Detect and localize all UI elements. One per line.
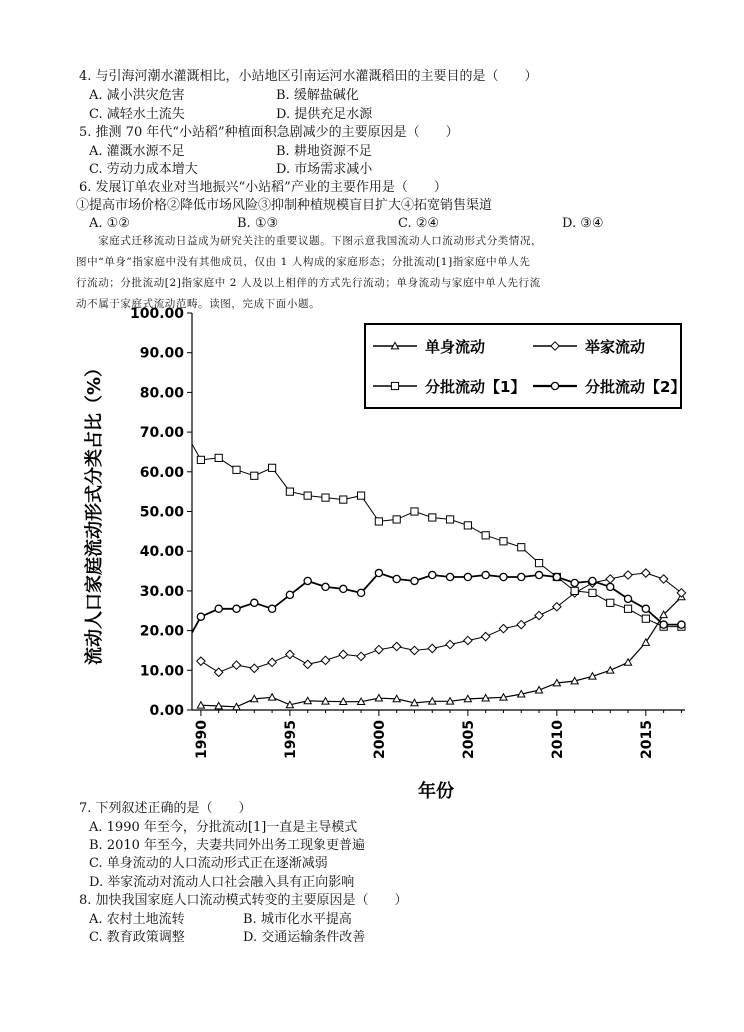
circle-marker [322,583,329,590]
question-5-option-c: C. 劳动力成本增大 [89,162,198,177]
x-tick-label: 1990 [193,720,210,759]
diamond-marker [535,611,543,619]
diamond-marker [428,644,436,652]
question-7-option-d: D. 举家流动对流动人口社会融入具有正向影响 [89,875,355,890]
question-8-stem: 8. 加快我国家庭人口流动模式转变的主要原因是（ ） [79,893,408,908]
question-5-option-b: B. 耕地资源不足 [276,144,372,159]
square-marker [215,454,222,461]
circle-marker [251,599,258,606]
circle-marker [357,589,364,596]
square-marker [429,514,436,521]
migration-line-chart [70,300,720,805]
question-8-option-c: C. 教育政策调整 [89,930,185,945]
square-marker [322,494,329,501]
y-tick-label: 40.00 [139,544,184,561]
diamond-marker [606,575,614,583]
circle-marker [429,571,436,578]
question-4-option-a: A. 减小洪灾危害 [89,88,185,103]
question-7-option-b: B. 2010 年至今，夫妻共同外出务工现象更普遍 [89,838,366,853]
diamond-marker [677,589,685,597]
x-tick-label: 1995 [282,720,299,759]
diamond-marker [624,571,632,579]
square-marker [286,488,293,495]
diamond-marker [392,642,400,650]
square-marker [411,508,418,515]
square-marker [535,560,542,567]
diamond-marker [214,668,222,676]
circle-marker [197,613,204,620]
triangle-marker [607,667,614,673]
chart-series [192,444,686,710]
diamond-marker [446,640,454,648]
passage-line: 家庭式迁移流动日益成为研究关注的重要议题。下图示意我国流动人口流动形式分类情况， [76,235,543,247]
legend-label: 单身流动 [425,338,486,356]
question-4-option-d: D. 提供充足水源 [276,107,373,122]
diamond-marker [499,624,507,632]
circle-marker [340,585,347,592]
square-marker [571,587,578,594]
y-tick-label: 20.00 [139,623,184,640]
y-axis-label: 流动人口家庭流动形式分类占比（%） [84,358,105,666]
diamond-marker [232,661,240,669]
circle-marker [607,583,614,590]
legend-label: 分批流动【2】 [585,378,686,396]
x-tick-label: 2015 [638,720,655,759]
question-6-option-a: A. ①② [89,216,130,231]
question-5-stem: 5. 推测 70 年代“小站稻”种植面积急剧减少的主要原因是（ ） [79,125,459,140]
diamond-marker [250,664,258,672]
square-marker [268,464,275,471]
square-marker [357,492,364,499]
circle-marker [464,573,471,580]
diamond-marker [268,658,276,666]
circle-marker [589,577,596,584]
x-axis-label: 年份 [418,781,454,802]
passage-line: 图中“单身”指家庭中没有其他成员，仅由 1 人构成的家庭形态；分批流动[1]指家庭中单人先 [76,256,531,268]
square-marker [393,516,400,523]
diamond-marker [642,569,650,577]
square-marker [304,492,311,499]
series-line [201,597,682,707]
circle-marker [571,579,578,586]
circle-marker [393,575,400,582]
diamond-marker [375,645,383,653]
x-tick-label: 2000 [371,720,388,759]
y-tick-label: 70.00 [139,425,184,442]
question-4-stem: 4. 与引海河潮水灌溉相比，小站地区引南运河水灌溉稻田的主要目的是（ ） [79,69,538,84]
square-marker [375,518,382,525]
diamond-marker [339,650,347,658]
circle-marker [660,621,667,628]
y-tick-label: 80.00 [139,385,184,402]
diamond-marker [464,636,472,644]
triangle-marker [642,639,649,645]
square-marker [500,538,507,545]
square-marker [624,605,631,612]
circle-marker [624,595,631,602]
y-tick-label: 100.00 [129,306,184,322]
question-7-option-c: C. 单身流动的人口流动形式正在逐渐减弱 [89,856,328,871]
chart-legend [365,324,685,408]
question-6-option-d: D. ③④ [562,216,604,231]
circle-marker [553,573,560,580]
y-tick-label: 90.00 [139,345,184,362]
question-4-option-c: C. 减轻水土流失 [89,107,185,122]
question-8-option-b: B. 城市化水平提高 [243,912,352,927]
legend-label: 举家流动 [585,338,646,356]
y-tick-label: 30.00 [139,583,184,600]
triangle-marker [535,687,542,693]
square-marker [251,472,258,479]
question-6-items: ①提高市场价格②降低市场风险③抑制种植规模盲目扩大④拓宽销售渠道 [76,198,493,213]
circle-marker [446,573,453,580]
diamond-marker [410,646,418,654]
circle-marker [375,569,382,576]
question-5-option-d: D. 市场需求减小 [276,162,373,177]
question-8-option-a: A. 农村土地流转 [89,912,185,927]
circle-marker [482,571,489,578]
circle-marker [304,577,311,584]
square-marker [233,466,240,473]
y-tick-label: 10.00 [139,663,184,680]
diamond-marker [517,620,525,628]
circle-marker [268,605,275,612]
square-marker [197,456,204,463]
y-tick-label: 60.00 [139,464,184,481]
diamond-marker [481,632,489,640]
diamond-marker [553,603,561,611]
circle-marker [642,605,649,612]
circle-marker [551,382,558,389]
question-5-option-a: A. 灌溉水源不足 [89,144,185,159]
y-tick-label: 50.00 [139,504,184,521]
square-marker [607,599,614,606]
question-7-stem: 7. 下列叙述正确的是（ ） [79,801,252,816]
circle-marker [518,573,525,580]
square-marker [340,496,347,503]
y-tick-label: 0.00 [149,703,184,719]
circle-marker [535,571,542,578]
passage-line: 行流动；分批流动[2]指家庭中 2 人及以上相伴的方式先行流动；单身流动与家庭中单人先行流 [76,277,541,289]
x-tick-label: 2010 [549,720,566,759]
circle-marker [215,605,222,612]
square-marker [589,589,596,596]
question-6-option-b: B. ①③ [237,216,279,231]
square-marker [642,615,649,622]
circle-marker [233,605,240,612]
diamond-marker [303,660,311,668]
diamond-marker [321,656,329,664]
square-marker [464,522,471,529]
question-6-stem: 6. 发展订单农业对当地振兴“小站稻”产业的主要作用是（ ） [79,180,447,195]
question-4-option-b: B. 缓解盐碱化 [276,88,359,103]
square-marker [446,516,453,523]
question-7-option-a: A. 1990 年至今，分批流动[1]一直是主导模式 [89,820,358,835]
diamond-marker [197,657,205,665]
diamond-marker [357,652,365,660]
circle-marker [500,573,507,580]
series-square [192,444,685,630]
question-8-option-d: D. 交通运输条件改善 [243,930,366,945]
question-6-option-c: C. ②④ [398,216,440,231]
diamond-marker [286,650,294,658]
circle-marker [678,621,685,628]
passage-line: 动不属于家庭式流动范畴。读图，完成下面小题。 [76,298,321,310]
x-tick-label: 2005 [460,720,477,759]
legend-label: 分批流动【1】 [425,378,526,396]
circle-marker [411,577,418,584]
square-marker [482,532,489,539]
circle-marker [286,591,293,598]
square-marker [391,382,398,389]
square-marker [518,544,525,551]
